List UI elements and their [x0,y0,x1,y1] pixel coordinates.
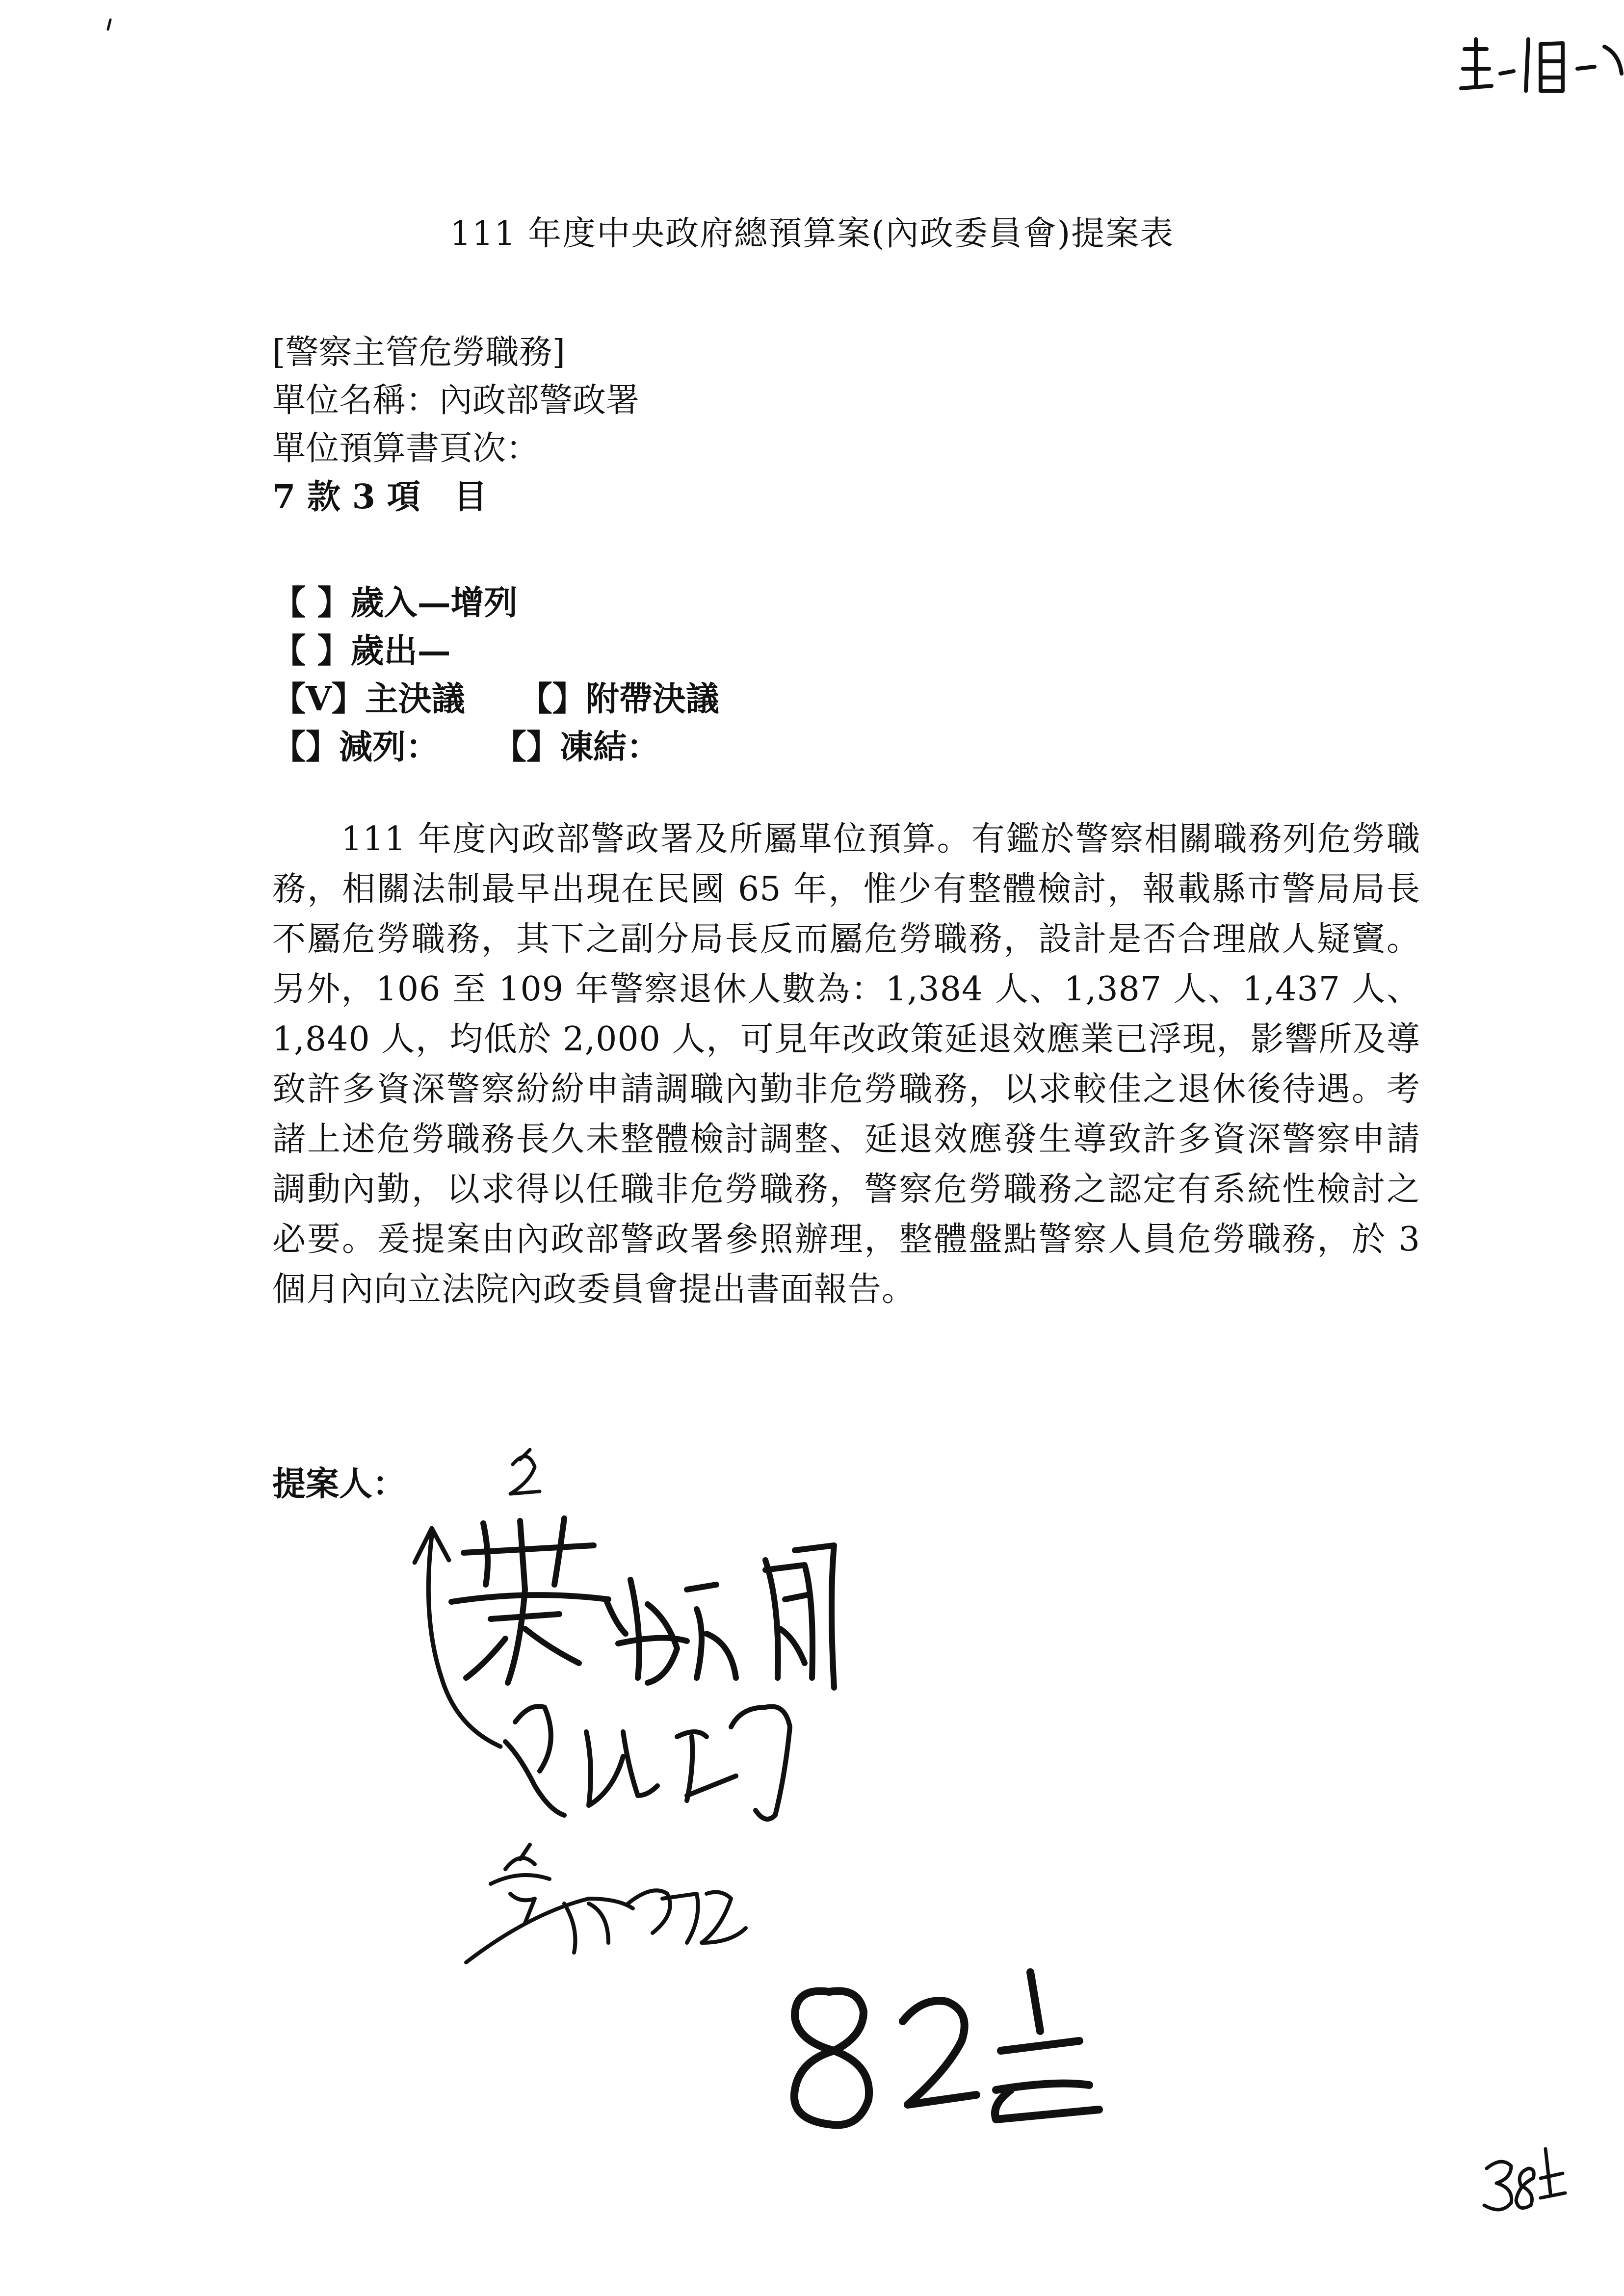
reduce-option: 【】減列： [272,728,440,767]
top-right-mark [1461,39,1622,91]
big-number-82 [794,1972,1099,2125]
main-resolution-option: 【V】主決議 [272,679,465,719]
meta-block [272,329,1450,521]
revenue-option: 【 】歲入—增列 [272,583,518,623]
signature-1 [451,1518,834,1688]
page-mark [1484,2149,1565,2210]
proposer-label: 提案人： [272,1464,406,1504]
reduce-freeze-line [272,723,1450,771]
stray-mark [108,20,110,29]
options-block [272,579,1450,771]
category-line: [警察主管危勞職務] [272,333,566,372]
expenditure-option: 【 】歲出— [272,631,451,671]
proposal-body: 111 年度內政部警政署及所屬單位預算。有鑑於警察相關職務列危勞職務，相關法制最早出現在民國 65 年，惟少有整體檢討，報載縣市警局局長不屬危勞職務，其下之副分局長反而屬危勞職務，設計是否合理啟人疑竇。另外，106 至 109 年警察退休人數為：1,384 人、1,387 人、1,437 人、1,840 人，均低於 2,000 人，可見年改政策延退效應業已浮現，影響所及導致許多資深警察紛紛申請調職內勤非危勞職務，以求較佳之退休後待遇。考諸上述危勞職務長久未整體檢討調整、延退效應發生導致許多資深警察申請調動內勤，以求得以任職非危勞職務，警察危勞職務之認定有系統性檢討之必要。爰提案由內政部警政署參照辦理，整體盤點警察人員危勞職務，於 3 個月內向立法院內政委員會提出書面報告。 [272,820,1421,1309]
freeze-option: 【】凍結： [493,728,660,767]
item-line: 7 款 3 項 目 [272,477,487,517]
arrow-icon [415,1528,500,1747]
budget-page-line: 單位預算書頁次： [272,429,540,468]
signature-3 [466,1845,746,1962]
attached-resolution-option: 【】附帶決議 [519,679,719,719]
page-title: 111 年度中央政府總預算案(內政委員會)提案表 [449,214,1175,253]
handwritten-2 [510,1450,540,1494]
resolution-options-line [272,675,1450,723]
signature-2 [505,1706,790,1819]
unit-name-line: 單位名稱：內政部警政署 [272,381,640,420]
